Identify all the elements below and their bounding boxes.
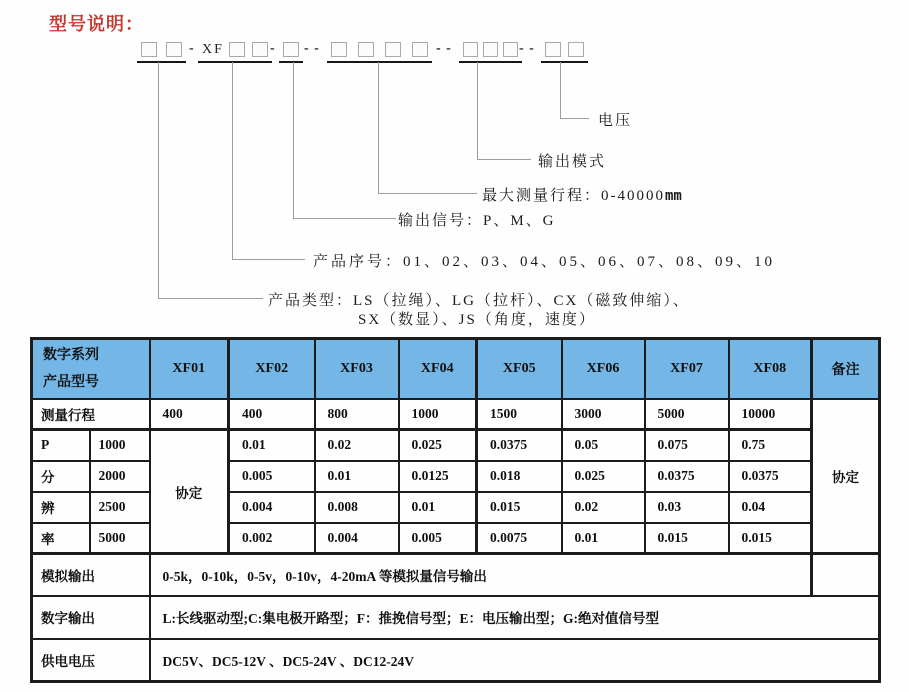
code-box [463,42,478,57]
header-cell-xf04: XF04 [399,339,477,399]
code-group-signal [279,42,303,63]
stroke-value-cell: 5000 [645,399,729,430]
resolution-value-cell: 0.01 [229,430,315,461]
power-content-cell: DC5V、DC5-12V 、DC5-24V 、DC12-24V [150,639,880,682]
stroke-value-cell: 800 [315,399,399,430]
resolution-value-cell: 0.004 [229,492,315,523]
resolution-level-cell: 5000 [90,523,150,554]
resolution-char-cell: 分 [32,461,90,492]
header-cell-xf05: XF05 [477,339,562,399]
stroke-value-cell: 1500 [477,399,562,430]
label-serial: 产品序号：01、02、03、04、05、06、07、08、09、10 [313,254,776,270]
resolution-char-cell: P [32,430,90,461]
stroke-label-cell: 测量行程 [32,399,150,430]
code-box [331,42,347,57]
resolution-value-cell: 0.01 [315,461,399,492]
resolution-value-cell: 0.75 [729,430,812,461]
header-model-line1: 数字系列 [43,347,99,363]
code-box [283,42,299,57]
code-box [412,42,428,57]
label-max-stroke [482,184,682,205]
resolution-value-cell: 0.004 [315,523,399,554]
resolution-value-cell: 0.018 [477,461,562,492]
analog-remark-empty-cell [812,554,880,596]
power-label-cell: 供电电压 [32,639,150,682]
header-cell-model [32,339,150,399]
resolution-value-cell: 0.04 [729,492,812,523]
stroke-value-cell: 3000 [562,399,645,430]
resolution-value-cell: 0.015 [645,523,729,554]
resolution-value-cell: 0.005 [229,461,315,492]
code-box [568,42,584,57]
header-cell-xf06: XF06 [562,339,645,399]
resolution-value-cell: 0.05 [562,430,645,461]
resolution-level-cell: 2500 [90,492,150,523]
label-product-type-line2: SX（数显）、JS（角度，速度） [358,312,596,328]
code-separator: - [189,41,195,56]
label-product-type-line1: 产品类型：LS（拉绳）、LG（拉杆）、CX（磁致伸缩）、 [268,293,690,309]
resolution-value-cell: 0.015 [477,492,562,523]
label-mm-unit: mm [665,188,682,204]
label-output-mode: 输出模式 [538,154,607,170]
resolution-value-cell: 0.005 [399,523,477,554]
resolution-char-cell: 辨 [32,492,90,523]
header-cell-xf07: XF07 [645,339,729,399]
code-separator: - - [436,41,452,56]
analog-label-cell: 模拟输出 [32,554,150,596]
resolution-value-cell: 0.01 [399,492,477,523]
digital-label-cell: 数字输出 [32,596,150,639]
stroke-value-cell: 400 [150,399,229,430]
code-prefix-xf: XF [202,42,224,57]
code-group-output-mode [459,42,522,63]
header-model-line2: 产品型号 [43,374,99,390]
code-group-voltage [541,42,588,63]
code-box [545,42,561,57]
code-box [229,42,245,57]
digital-content-cell: L:长线驱动型;C:集电极开路型；F：推挽信号型；E：电压输出型；G:绝对值信号型 [150,596,880,639]
code-group-stroke [327,42,432,63]
stroke-value-cell: 10000 [729,399,812,430]
code-group-series [198,42,272,63]
resolution-value-cell: 0.03 [645,492,729,523]
header-cell-xf02: XF02 [229,339,315,399]
analog-content-cell: 0-5k，0-10k，0-5v，0-10v，4-20mA 等模拟量信号输出 [150,554,812,596]
resolution-value-cell: 0.025 [399,430,477,461]
resolution-value-cell: 0.02 [562,492,645,523]
resolution-value-cell: 0.0375 [477,430,562,461]
resolution-xf01-agreement-cell: 协定 [150,430,229,554]
connector-line-voltage [560,62,589,119]
remark-agreement-cell: 协定 [812,399,880,554]
code-separator: - - [519,41,535,56]
code-box [166,42,182,57]
code-box [358,42,374,57]
code-group-type [137,42,186,63]
label-voltage: 电压 [598,113,633,129]
connector-line-max-stroke [378,62,477,194]
resolution-value-cell: 0.008 [315,492,399,523]
code-box [141,42,157,57]
resolution-char-cell: 率 [32,523,90,554]
resolution-level-cell: 1000 [90,430,150,461]
label-max-stroke-text: 最大测量行程：0-40000 [482,188,665,204]
stroke-value-cell: 400 [229,399,315,430]
resolution-value-cell: 0.015 [729,523,812,554]
code-separator: - [270,41,276,56]
stroke-value-cell: 1000 [399,399,477,430]
page-title: 型号说明： [49,14,144,34]
code-box [503,42,518,57]
code-box [385,42,401,57]
header-cell-xf03: XF03 [315,339,399,399]
resolution-value-cell: 0.0125 [399,461,477,492]
resolution-value-cell: 0.02 [315,430,399,461]
code-box [252,42,268,57]
resolution-value-cell: 0.0375 [645,461,729,492]
label-output-signal: 输出信号：P、M、G [398,213,556,229]
code-box [483,42,498,57]
resolution-value-cell: 0.075 [645,430,729,461]
header-cell-remark: 备注 [812,339,880,399]
resolution-value-cell: 0.01 [562,523,645,554]
resolution-level-cell: 2000 [90,461,150,492]
connector-line-output-mode [477,62,531,160]
header-cell-xf08: XF08 [729,339,812,399]
resolution-value-cell: 0.025 [562,461,645,492]
spec-table [30,337,881,683]
resolution-value-cell: 0.002 [229,523,315,554]
resolution-value-cell: 0.0075 [477,523,562,554]
resolution-value-cell: 0.0375 [729,461,812,492]
code-separator: - - [304,41,320,56]
header-cell-xf01: XF01 [150,339,229,399]
